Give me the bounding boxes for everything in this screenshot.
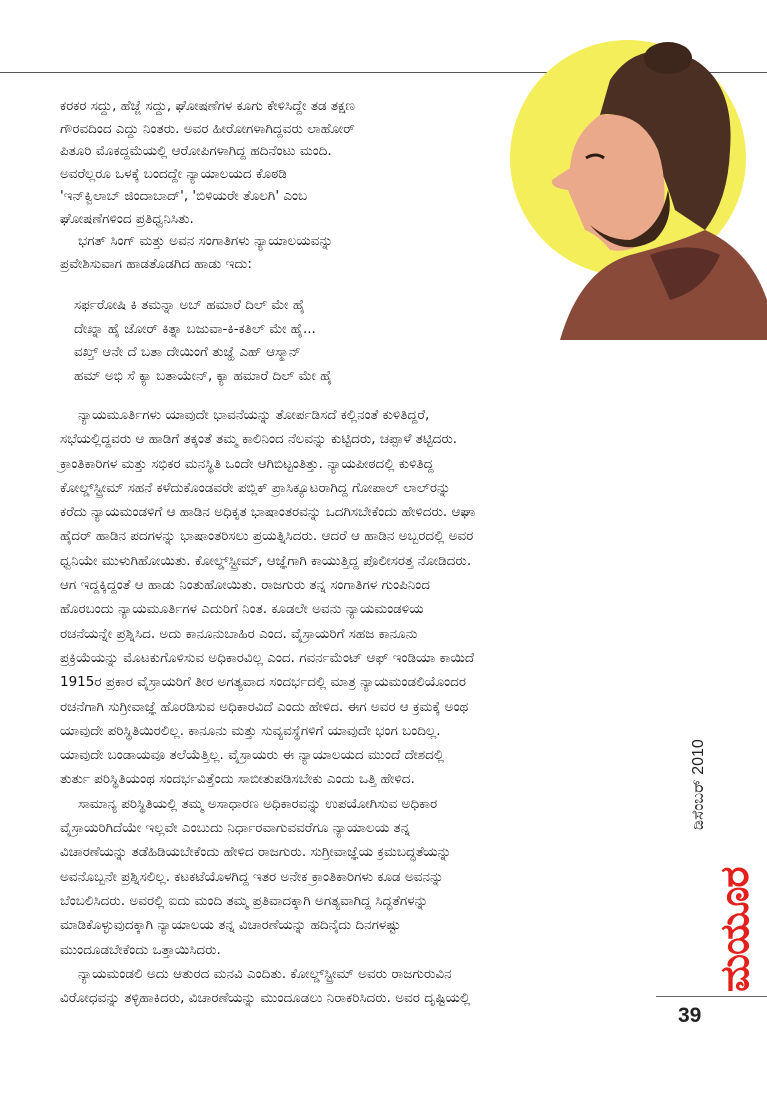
text-line: ವಿಚಾರಣೆಯನ್ನು ತಡೆಹಿಡಿಯಬೇಕೆಂದು ಹೇಳಿದ ರಾಜಗುರು. ಸುಗ್ರೀವಾಜ್ಞೆಯ ಕ್ರಮಬದ್ಧತೆಯನ್ನು: [60, 844, 452, 861]
portrait-hair-bun: [644, 42, 692, 74]
bhagat-singh-portrait: [490, 40, 767, 340]
text-line: ಭಗತ್ ಸಿಂಗ್ ಮತ್ತು ಅವನ ಸಂಗಾತಿಗಳು ನ್ಯಾಯಾಲಯವನ್ನು: [78, 233, 333, 249]
text-line: ಯಾವುದೇ ಬಂಡಾಯವೂ ತಲೆಯೆತ್ತಿಲ್ಲ. ವೈಸ್ರಾಯರು ಈ ನ್ಯಾಯಾಲಯದ ಮುಂದೆ ದೇಶದಲ್ಲಿ: [60, 747, 445, 764]
footer-rule: [656, 996, 767, 997]
text-line: ಮಾಡಿಕೊಳ್ಳುವುದಕ್ಕಾಗಿ ನ್ಯಾಯಾಲಯ ತನ್ನ ವಿಚಾರಣೆಯನ್ನು ಹದಿನೈದು ದಿನಗಳಷ್ಟು: [60, 917, 401, 934]
page-number: 39: [678, 1004, 702, 1027]
text-line: ಘೋಷಣೆಗಳಿಂದ ಪ್ರತಿಧ್ವನಿಸಿತು.: [60, 210, 194, 227]
text-line: ಸಾಮಾನ್ಯ ಪರಿಸ್ಥಿತಿಯಲ್ಲಿ ತಮ್ಮ ಅಸಾಧಾರಣ ಅಧಿಕಾರವನ್ನು ಉಪಯೋಗಿಸುವ ಅಧಿಕಾರ: [78, 795, 438, 812]
text-line: ಪ್ರವೇಶಿಸುವಾಗ ಹಾಡತೊಡಗಿದ ಹಾಡು ಇದು:: [60, 255, 252, 272]
text-line: ಗೌರವದಿಂದ ಎದ್ದು ನಿಂತರು. ಅವರ ಹೀರೋಗಳಾಗಿದ್ದವರು ಲಾಹೋರ್: [60, 120, 355, 137]
text-line: ತುರ್ತು ಪರಿಸ್ಥಿತಿಯಂಥ ಸಂದರ್ಭವಿತ್ತೆಂದು ಸಾಬೀತುಪಡಿಸಬೇಕು ಎಂದು ಒತ್ತಿ ಹೇಳಿದ.: [60, 771, 415, 788]
text-line: 'ಇನ್‌ಕ್ವಿಲಾಬ್ ಜಿಂದಾಬಾದ್', 'ಬಿಳಿಯರೇ ತೊಲಗಿ' ಎಂಬ: [60, 188, 308, 204]
text-line: ರಚನೆಗಾಗಿ ಸುಗ್ರೀವಾಜ್ಞೆ ಹೊರಡಿಸುವ ಅಧಿಕಾರವಿದೆ ಎಂದು ಹೇಳಿದ. ಈಗ ಅವರ ಆ ಕ್ರಮಕ್ಕೆ ಅಂಥ: [60, 698, 469, 715]
text-line: ಆಗ ಇದ್ದಕ್ಕಿದ್ದಂತೆ ಆ ಹಾಡು ನಿಂತುಹೋಯಿತು. ರಾಜಗುರು ತನ್ನ ಸಂಗಾತಿಗಳ ಗುಂಪಿನಿಂದ: [60, 577, 430, 594]
text-line: ರಚನೆಯನ್ನೇ ಪ್ರಶ್ನಿಸಿದ. ಅದು ಕಾನೂನುಬಾಹಿರ ಎಂದ. ವೈಸ್ರಾಯರಿಗೆ ಸಹಜ ಕಾನೂನು: [60, 625, 418, 642]
text-line: ಕರೆದು ನ್ಯಾಯಮಂಡಳಿಗೆ ಆ ಹಾಡಿನ ಅಧಿಕೃತ ಭಾಷಾಂತರವನ್ನು ಒದಗಿಸಬೇಕೆಂದು ಹೇಳಿದರು. ಆಘಾ: [60, 504, 476, 521]
text-line: ಕ್ರಾಂತಿಕಾರಿಗಳ ಮತ್ತು ಸಭಿಕರ ಮನಸ್ಥಿತಿ ಒಂದೇ ಆಗಿಬಿಟ್ಟಂತಿತ್ತು. ನ್ಯಾಯಪೀಠದಲ್ಲಿ ಕುಳಿತಿದ್ದ: [60, 455, 434, 472]
text-line: ಅವನೊಬ್ಬನೇ ಪ್ರಶ್ನಿಸಲಿಲ್ಲ. ಕಟಕಟೆಯೊಳಗಿದ್ದ ಇತರ ಅನೇಕ ಕ್ರಾಂತಿಕಾರಿಗಳು ಕೂಡ ಅವನನ್ನು: [60, 868, 444, 885]
verse-line: ದೇಖ್ನಾ ಹೈ ಜೋರ್ ಕಿತ್ನಾ ಬಜುವಾ-ಕಿ-ಕತಿಲ್ ಮೇ ಹೈ...: [74, 320, 316, 337]
text-line: ಹೈದರ್ ಹಾಡಿನ ಪದಗಳನ್ನು ಭಾಷಾಂತರಿಸಲು ಪ್ರಯತ್ನಿಸಿದರು. ಆದರೆ ಆ ಹಾಡಿನ ಅಬ್ಬರದಲ್ಲಿ ಅವರ: [60, 528, 474, 545]
text-line: ಪಿತೂರಿ ಮೊಕದ್ದಮೆಯಲ್ಲಿ ಆರೋಪಿಗಳಾಗಿದ್ದ ಹದಿನೆಂಟು ಮಂದಿ.: [60, 143, 332, 159]
intro-paragraph: [60, 95, 480, 275]
text-line: ನ್ಯಾಯಮಂಡಲಿ ಅದು ಆತುರದ ಮನವಿ ಎಂದಿತು. ಕೋಲ್ಡ್‌ಸ್ಟ್ರೀಮ್ ಅವರು ರಾಜಗುರುವಿನ: [78, 965, 452, 982]
text-line: ಬೆಂಬಲಿಸಿದರು. ಅವರಲ್ಲಿ ಐದು ಮಂದಿ ತಮ್ಮ ಪ್ರತಿವಾದಕ್ಕಾಗಿ ಅಗತ್ಯವಾಗಿದ್ದ ಸಿದ್ಧತೆಗಳನ್ನು: [60, 892, 429, 909]
text-line: ಅವರೆಲ್ಲರೂ ಒಳಕ್ಕೆ ಬಂದದ್ದೇ ನ್ಯಾಯಾಲಯದ ಕೊಠಡಿ: [60, 165, 287, 182]
verse-line: ಸರ್ಫರೋಷಿ ಕಿ ತಮನ್ನಾ ಅಬ್ ಹಮಾರೆ ದಿಲ್ ಮೇ ಹೈ: [74, 297, 306, 313]
text-line: ವೈಸ್ರಾಯರಿಗಿದೆಯೇ ಇಲ್ಲವೇ ಎಂಬುದು ನಿರ್ಧಾರವಾಗುವವರೆಗೂ ನ್ಯಾಯಾಲಯ ತನ್ನ: [60, 820, 411, 837]
text-line: ನ್ಯಾಯಮೂರ್ತಿಗಳು ಯಾವುದೇ ಭಾವನೆಯನ್ನು ತೋರ್ಪಡಿಸದೆ ಕಲ್ಲಿನಂತೆ ಕುಳಿತಿದ್ದರೆ,: [78, 407, 430, 423]
magazine-logo: ಮಯೂರ: [712, 867, 758, 992]
text-line: ವಿರೋಧವನ್ನು ತಳ್ಳಿಹಾಕಿದರು, ವಿಚಾರಣೆಯನ್ನು ಮುಂದೂಡಲು ನಿರಾಕರಿಸಿದರು. ಅವರ ದೃಷ್ಟಿಯಲ್ಲಿ: [60, 990, 471, 1007]
issue-date: ಡಿಸೆಂಬರ್ 2010: [690, 739, 707, 830]
text-line: ಪ್ರಕ್ರಿಯೆಯನ್ನು ಮೊಟಕುಗೊಳಿಸುವ ಅಧಿಕಾರವಿಲ್ಲ ಎಂದ. ಗವರ್ನಮೆಂಟ್ ಆಫ್ ಇಂಡಿಯಾ ಕಾಯಿದೆ: [60, 649, 475, 666]
verse-line: ಹಮ್ ಅಭಿ ಸೆ ಕ್ಯಾ ಬತಾಯೇನ್, ಕ್ಯಾ ಹಮಾರೆ ದಿಲ್ ಮೇ ಹೈ: [74, 367, 333, 384]
text-line: ಧ್ವನಿಯೇ ಮುಳುಗಿಹೋಯಿತು. ಕೋಲ್ಡ್‌ಸ್ಟ್ರೀಮ್, ಆಜ್ಞೆಗಾಗಿ ಕಾಯುತ್ತಿದ್ದ ಪೊಲೀಸರತ್ತ ನೋಡಿದರು.: [60, 552, 472, 569]
text-line: 1915ರ ಪ್ರಕಾರ ವೈಸ್ರಾಯರಿಗೆ ತೀರ ಅಗತ್ಯವಾದ ಸಂದರ್ಭದಲ್ಲಿ ಮಾತ್ರ ನ್ಯಾಯಮಂಡಲಿಯೊಂದರ: [60, 674, 466, 691]
text-line: ಯಾವುದೇ ಪರಿಸ್ಥಿತಿಯಿರಲಿಲ್ಲ. ಕಾನೂನು ಮತ್ತು ಸುವ್ಯವಸ್ಥೆಗಳಿಗೆ ಯಾವುದೇ ಭಂಗ ಬಂದಿಲ್ಲ.: [60, 722, 441, 739]
text-line: ಮುಂದೂಡಬೇಕೆಂದು ಒತ್ತಾಯಿಸಿದರು.: [60, 941, 221, 958]
verse-line: ವಖ್ತ್ ಆನೇ ದೆ ಬತಾ ದೇಯಿಂಗೆ ತುಜ್ಹೆ ಎಹ್ ಆಸ್ಮಾನ್: [74, 344, 301, 360]
text-line: ಕೋಲ್ಡ್‌ಸ್ಟ್ರೀಮ್ ಸಹನೆ ಕಳೆದುಕೊಂಡವರೇ ಪಬ್ಲಿಕ್ ಪ್ರಾಸಿಕ್ಯೂಟರಾಗಿದ್ದ ಗೋಪಾಲ್ ಲಾಲ್‌ರನ್ನು: [60, 479, 451, 496]
song-verse: [74, 294, 474, 388]
text-line: ಕರಕರ ಸದ್ದು, ಹೆಜ್ಜೆ ಸದ್ದು, ಘೋಷಣೆಗಳ ಕೂಗು ಕೇಳಿಸಿದ್ದೇ ತಡ ತಕ್ಷಣ: [60, 98, 355, 114]
text-line: ಸಭೆಯಲ್ಲಿದ್ದವರು ಆ ಹಾಡಿಗೆ ತಕ್ಕಂತೆ ತಮ್ಮ ಕಾಲಿನಿಂದ ನೆಲವನ್ನು ಕುಟ್ಟಿದರು, ಚಪ್ಪಾಳೆ ತಟ್ಟಿದರು.: [60, 431, 458, 448]
text-line: ಹೊರಬಂದು ನ್ಯಾಯಮೂರ್ತಿಗಳ ಎದುರಿಗೆ ನಿಂತ. ಕೂಡಲೇ ಅವನು ನ್ಯಾಯಮಂಡಳಿಯ: [60, 601, 424, 618]
body-text: [60, 403, 645, 1010]
